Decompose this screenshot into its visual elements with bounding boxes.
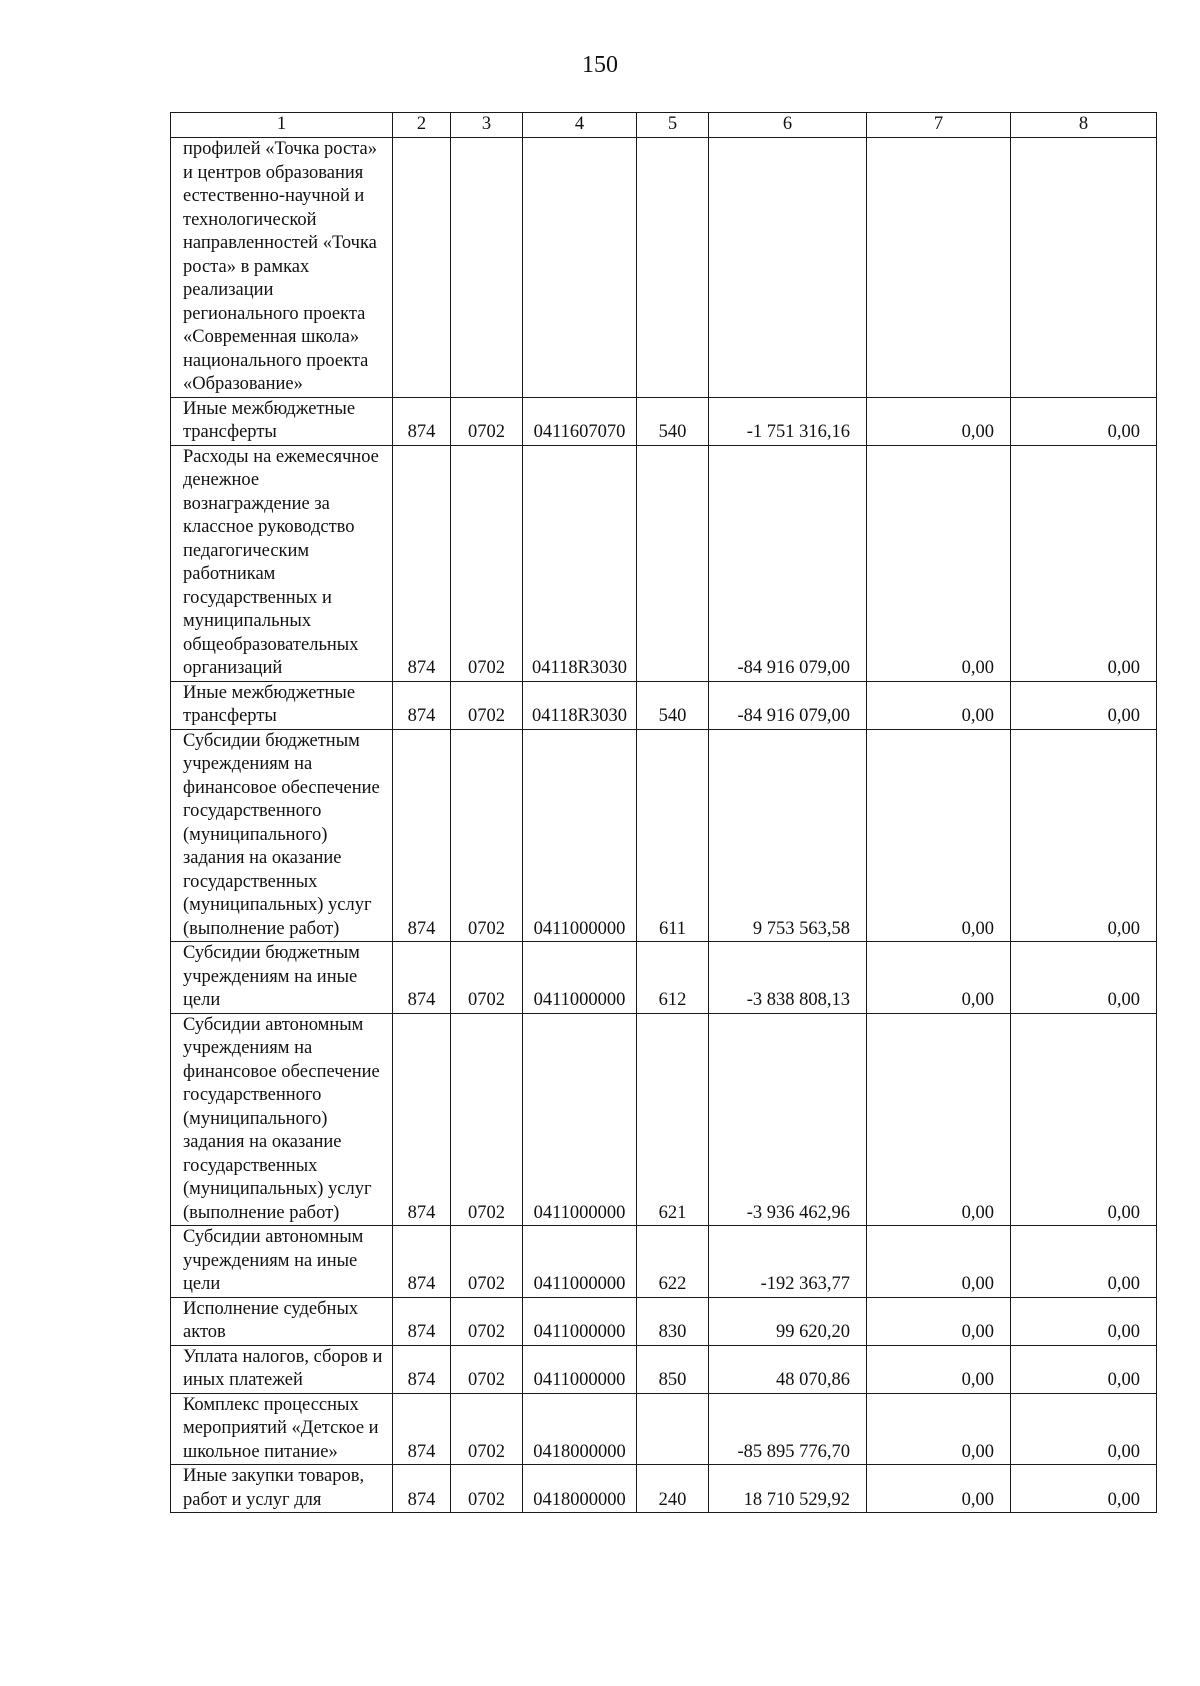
cell-expense-type (637, 138, 709, 398)
cell-section: 0702 (451, 681, 523, 729)
cell-ministry: 874 (393, 1393, 451, 1465)
cell-ministry: 874 (393, 1297, 451, 1345)
cell-amount: -84 916 079,00 (709, 445, 867, 681)
cell-amount: -1 751 316,16 (709, 397, 867, 445)
cell-amount-7: 0,00 (867, 397, 1011, 445)
cell-ministry: 874 (393, 1345, 451, 1393)
cell-expense-type: 611 (637, 729, 709, 942)
cell-target-article: 0411000000 (523, 1013, 637, 1226)
cell-target-article (523, 138, 637, 398)
cell-ministry: 874 (393, 942, 451, 1014)
cell-amount: 9 753 563,58 (709, 729, 867, 942)
page-number: 150 (582, 52, 618, 78)
table-row (171, 1297, 1157, 1345)
cell-amount-8: 0,00 (1011, 1226, 1157, 1298)
row-name: Уплата налогов, сборов и иных платежей (171, 1345, 393, 1393)
cell-amount-8: 0,00 (1011, 445, 1157, 681)
cell-target-article: 0411000000 (523, 1226, 637, 1298)
cell-target-article: 04118R3030 (523, 681, 637, 729)
row-name: Расходы на ежемесячное денежное вознаграждение за классное руководство педагогическим работникам государственных и муниципальных общеобразовательных организаций (171, 445, 393, 681)
cell-amount: 18 710 529,92 (709, 1465, 867, 1513)
cell-section: 0702 (451, 942, 523, 1014)
budget-table (170, 112, 1157, 1513)
row-name: Иные межбюджетные трансферты (171, 397, 393, 445)
cell-amount: -84 916 079,00 (709, 681, 867, 729)
cell-amount-7: 0,00 (867, 1345, 1011, 1393)
cell-expense-type: 240 (637, 1465, 709, 1513)
table-row (171, 1345, 1157, 1393)
cell-amount: -3 838 808,13 (709, 942, 867, 1014)
cell-ministry: 874 (393, 1226, 451, 1298)
cell-amount-7: 0,00 (867, 1297, 1011, 1345)
row-name: Исполнение судебных актов (171, 1297, 393, 1345)
header-row (171, 113, 1157, 138)
table-row (171, 1393, 1157, 1465)
cell-amount-8: 0,00 (1011, 1345, 1157, 1393)
cell-ministry: 874 (393, 729, 451, 942)
cell-ministry: 874 (393, 1465, 451, 1513)
cell-amount-7: 0,00 (867, 942, 1011, 1014)
cell-section: 0702 (451, 1013, 523, 1226)
table-row (171, 1465, 1157, 1513)
cell-section: 0702 (451, 1226, 523, 1298)
cell-ministry (393, 138, 451, 398)
row-name: Субсидии автономным учреждениям на иные цели (171, 1226, 393, 1298)
table-row (171, 445, 1157, 681)
cell-expense-type: 622 (637, 1226, 709, 1298)
cell-amount: -3 936 462,96 (709, 1013, 867, 1226)
cell-expense-type: 540 (637, 397, 709, 445)
column-header: 7 (867, 113, 1011, 138)
row-name: Комплекс процессных мероприятий «Детское и школьное питание» (171, 1393, 393, 1465)
table-row (171, 681, 1157, 729)
column-header: 3 (451, 113, 523, 138)
cell-section (451, 138, 523, 398)
cell-section: 0702 (451, 1345, 523, 1393)
row-name: профилей «Точка роста» и центров образования естественно-научной и технологической направленностей «Точка роста» в рамках реализации регионального проекта «Современная школа» национального проекта «Образование» (171, 138, 393, 398)
row-name: Субсидии бюджетным учреждениям на финансовое обеспечение государственного (муниципального) задания на оказание государственных (муниципальных) услуг (выполнение работ) (171, 729, 393, 942)
cell-section: 0702 (451, 397, 523, 445)
cell-target-article: 0411607070 (523, 397, 637, 445)
column-header: 1 (171, 113, 393, 138)
row-name: Субсидии бюджетным учреждениям на иные цели (171, 942, 393, 1014)
cell-target-article: 0411000000 (523, 729, 637, 942)
cell-expense-type (637, 445, 709, 681)
cell-section: 0702 (451, 1393, 523, 1465)
cell-amount-8: 0,00 (1011, 397, 1157, 445)
column-header: 2 (393, 113, 451, 138)
cell-amount-8: 0,00 (1011, 729, 1157, 942)
cell-amount-7: 0,00 (867, 1013, 1011, 1226)
cell-target-article: 0418000000 (523, 1393, 637, 1465)
table-row (171, 1226, 1157, 1298)
table-row (171, 397, 1157, 445)
cell-amount-7: 0,00 (867, 1393, 1011, 1465)
cell-section: 0702 (451, 1297, 523, 1345)
cell-section: 0702 (451, 445, 523, 681)
cell-expense-type: 612 (637, 942, 709, 1014)
cell-amount-8: 0,00 (1011, 942, 1157, 1014)
table-row (171, 1013, 1157, 1226)
cell-ministry: 874 (393, 397, 451, 445)
cell-target-article: 0411000000 (523, 1345, 637, 1393)
cell-expense-type: 621 (637, 1013, 709, 1226)
cell-target-article: 0418000000 (523, 1465, 637, 1513)
cell-expense-type: 830 (637, 1297, 709, 1345)
table-row (171, 942, 1157, 1014)
column-header: 8 (1011, 113, 1157, 138)
cell-amount-7: 0,00 (867, 681, 1011, 729)
cell-amount-7: 0,00 (867, 445, 1011, 681)
cell-amount (709, 138, 867, 398)
cell-amount-8: 0,00 (1011, 1297, 1157, 1345)
cell-target-article: 0411000000 (523, 1297, 637, 1345)
cell-ministry: 874 (393, 445, 451, 681)
cell-ministry: 874 (393, 681, 451, 729)
cell-amount-8: 0,00 (1011, 1465, 1157, 1513)
cell-target-article: 04118R3030 (523, 445, 637, 681)
row-name: Иные межбюджетные трансферты (171, 681, 393, 729)
table-row (171, 729, 1157, 942)
cell-amount-8: 0,00 (1011, 1393, 1157, 1465)
cell-amount: -85 895 776,70 (709, 1393, 867, 1465)
cell-target-article: 0411000000 (523, 942, 637, 1014)
cell-amount-8 (1011, 138, 1157, 398)
cell-amount-7: 0,00 (867, 1226, 1011, 1298)
table-row (171, 138, 1157, 398)
cell-amount: 48 070,86 (709, 1345, 867, 1393)
row-name: Субсидии автономным учреждениям на финансовое обеспечение государственного (муниципального) задания на оказание государственных (муниципальных) услуг (выполнение работ) (171, 1013, 393, 1226)
cell-expense-type: 540 (637, 681, 709, 729)
cell-amount: -192 363,77 (709, 1226, 867, 1298)
cell-amount-7 (867, 138, 1011, 398)
cell-amount-7: 0,00 (867, 1465, 1011, 1513)
column-header: 6 (709, 113, 867, 138)
cell-amount-8: 0,00 (1011, 681, 1157, 729)
column-header: 5 (637, 113, 709, 138)
cell-amount-8: 0,00 (1011, 1013, 1157, 1226)
cell-expense-type: 850 (637, 1345, 709, 1393)
column-header: 4 (523, 113, 637, 138)
cell-ministry: 874 (393, 1013, 451, 1226)
row-name: Иные закупки товаров, работ и услуг для (171, 1465, 393, 1513)
cell-amount: 99 620,20 (709, 1297, 867, 1345)
cell-section: 0702 (451, 729, 523, 942)
cell-section: 0702 (451, 1465, 523, 1513)
cell-amount-7: 0,00 (867, 729, 1011, 942)
cell-expense-type (637, 1393, 709, 1465)
